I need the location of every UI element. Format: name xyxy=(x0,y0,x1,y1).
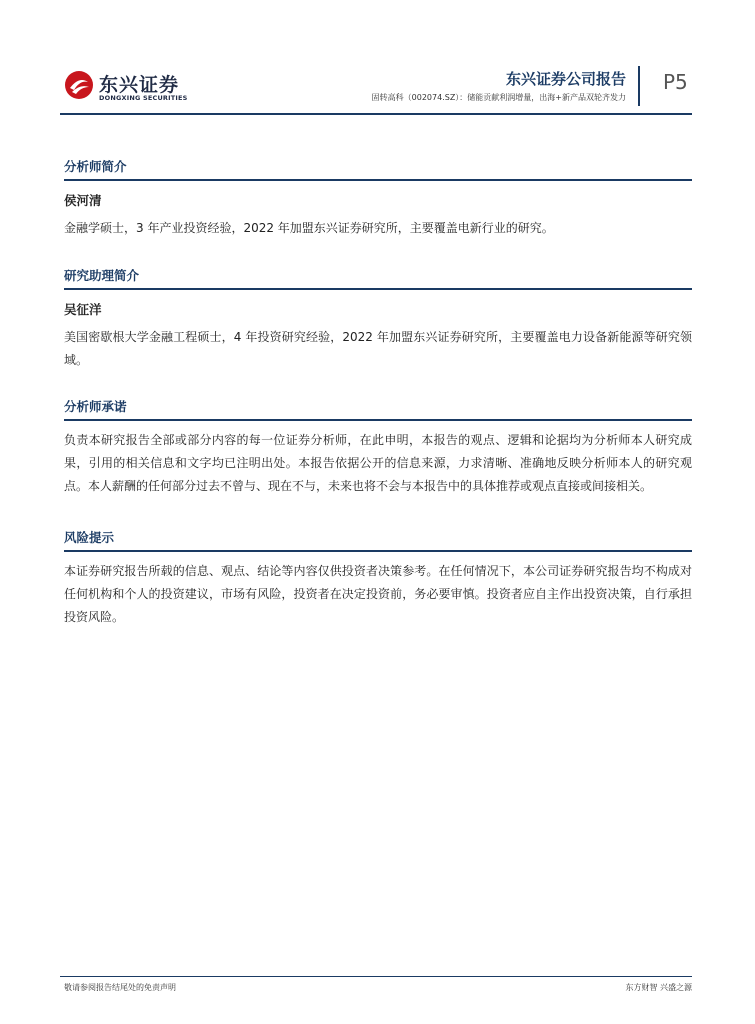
company-logo xyxy=(64,70,204,104)
section-analyst-commitment xyxy=(64,397,692,498)
section-heading: 分析师简介 xyxy=(64,157,692,181)
report-subtitle: 固转高科（002074.SZ）：储能贡献利润增量，出海+新产品双轮齐发力 xyxy=(371,93,626,102)
dongxing-logo-icon xyxy=(64,70,94,100)
section-heading: 分析师承诺 xyxy=(64,397,692,421)
footer-slogan: 东方财智 兴盛之源 xyxy=(625,983,692,992)
section-heading: 研究助理简介 xyxy=(64,266,692,290)
assistant-bio: 美国密歇根大学金融工程硕士，4 年投资研究经验，2022 年加盟东兴证券研究所，主要覆盖电力设备新能源等研究领域。 xyxy=(64,330,692,367)
analyst-bio: 金融学硕士，3 年产业投资经验，2022 年加盟东兴证券研究所，主要覆盖电新行业的研究。 xyxy=(64,221,554,235)
commitment-text: 负责本研究报告全部或部分内容的每一位证券分析师，在此申明，本报告的观点、逻辑和论据均为分析师本人研究成果，引用的相关信息和文字均已注明出处。本报告依据公开的信息来源，力求清晰、准确地反映分析师本人的研究观点。本人薪酬的任何部分过去不曾与、现在不与，未来也将不会与本报告中的具体推荐或观点直接或间接相关。 xyxy=(64,433,692,493)
header-divider xyxy=(638,66,640,106)
footer-rule xyxy=(60,976,692,977)
logo-text-en: DONGXING SECURITIES xyxy=(99,94,188,102)
section-analyst-intro xyxy=(64,157,692,240)
analyst-name: 侯河清 xyxy=(64,193,102,208)
report-title: 东兴证券公司报告 xyxy=(505,70,626,88)
section-assistant-intro xyxy=(64,266,692,372)
logo-text-cn: 东兴证券 xyxy=(99,74,180,96)
footer-disclaimer-note: 敬请参阅报告结尾处的免责声明 xyxy=(64,983,176,992)
assistant-name: 吴征洋 xyxy=(64,302,102,317)
risk-text: 本证券研究报告所载的信息、观点、结论等内容仅供投资者决策参考。在任何情况下，本公司证券研究报告均不构成对任何机构和个人的投资建议，市场有风险，投资者在决定投资前，务必要审慎。投资者应自主作出投资决策，自行承担投资风险。 xyxy=(64,564,692,624)
section-risk-warning xyxy=(64,528,692,629)
page-number: P5 xyxy=(663,70,688,94)
header-rule xyxy=(60,113,692,115)
section-heading: 风险提示 xyxy=(64,528,692,552)
